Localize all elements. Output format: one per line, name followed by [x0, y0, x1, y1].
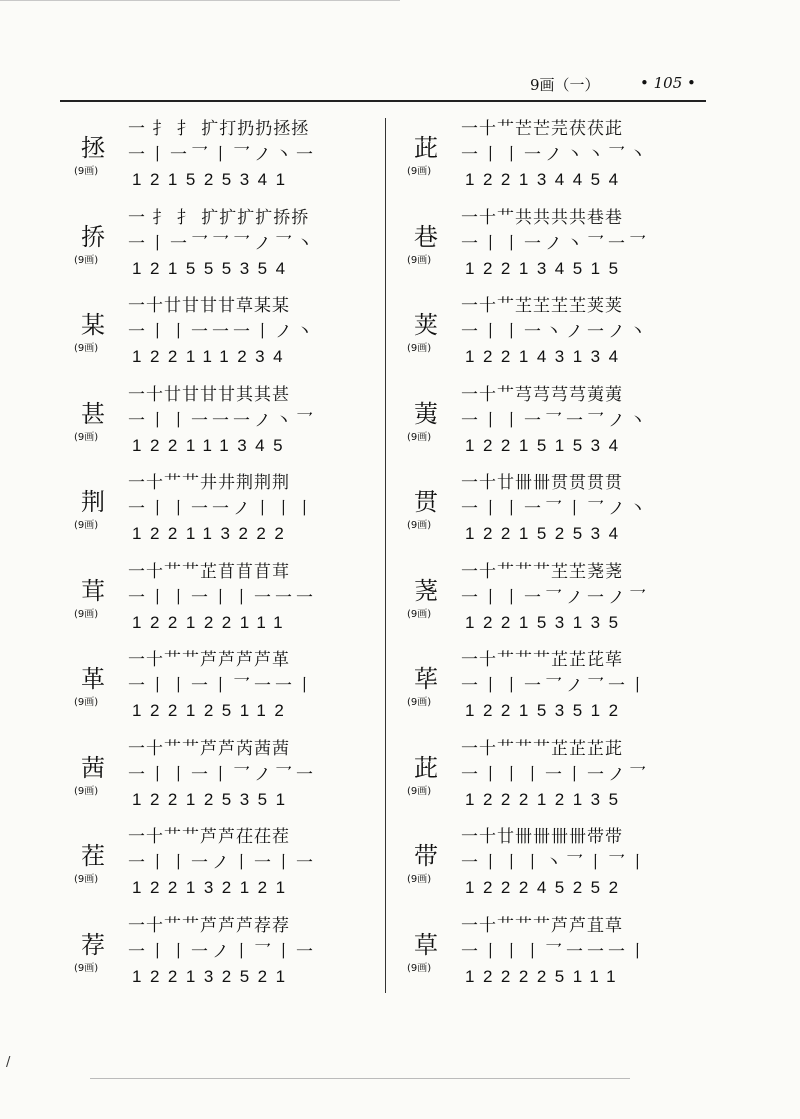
stroke-numbers: 121525341 — [132, 170, 294, 189]
character: 巷 — [414, 222, 438, 251]
stroke-count-note: (9画) — [74, 785, 99, 797]
char-entry — [405, 820, 705, 909]
stroke-sequence: 一十廿卌卌贯贯贯贯 — [461, 473, 623, 493]
stroke-count-note: (9画) — [74, 166, 99, 177]
char-entry — [72, 643, 372, 732]
stroke-numbers: 122153135 — [465, 612, 627, 632]
stroke-count-note: (9画) — [74, 874, 99, 885]
char-entry — [72, 909, 372, 998]
stroke-numbers: 122225111 — [465, 966, 625, 986]
stroke-count-note: (9画) — [74, 520, 99, 531]
stroke-shapes: 一丨丨丨一丨一ノ乛 — [461, 764, 650, 785]
stroke-shapes: 一丨丨一ノ丨一丨一 — [128, 853, 317, 873]
stroke-sequence: 一十艹艹艹芷芷芷茈 — [461, 738, 623, 759]
page-header — [530, 74, 696, 95]
header-rule — [60, 100, 706, 102]
scan-mark: / — [6, 1055, 11, 1070]
stroke-sequence: 一十艹艹艹芦芦苴草 — [461, 915, 623, 936]
stroke-count-note: (9画) — [407, 343, 432, 354]
stroke-shapes: 一丨丨丨丶乛丨乛丨 — [461, 853, 650, 873]
page-number: • 105 • — [640, 74, 696, 92]
stroke-shapes: 一丨一乛乛乛ノ乛丶 — [128, 233, 317, 254]
stroke-numbers: 122143134 — [465, 347, 627, 366]
stroke-numbers: 122111234 — [132, 347, 292, 366]
stroke-count-note: (9画) — [407, 254, 432, 266]
stroke-sequence: 一十艹芒芒芫茯茯茈 — [461, 119, 623, 139]
char-entry — [405, 201, 705, 290]
stroke-numbers: 122125351 — [132, 789, 294, 809]
stroke-shapes: 一丨丨一乛ノ乛一丨 — [461, 676, 650, 696]
stroke-shapes: 一丨丨一ノ丶丶乛丶 — [461, 145, 650, 165]
char-entry — [72, 820, 372, 909]
character: 革 — [81, 665, 105, 693]
stroke-count-note: (9画) — [407, 431, 432, 443]
character: 茬 — [81, 842, 105, 870]
stroke-count-note: (9画) — [407, 520, 432, 531]
stroke-shapes: 一丨一乛丨乛ノ丶一 — [128, 145, 317, 165]
character: 草 — [414, 930, 438, 959]
stroke-count-note: (9画) — [74, 962, 99, 974]
char-entry — [405, 466, 705, 555]
stroke-shapes: 一丨丨一ノ丨乛丨一 — [128, 941, 317, 962]
stroke-sequence: 一 扌 扌 扩扩扩扩挢挢 — [128, 207, 310, 228]
stroke-count-note: (9画) — [407, 697, 432, 708]
stroke-count-note: (9画) — [407, 608, 432, 620]
char-entry — [72, 289, 372, 378]
character: 荜 — [414, 665, 438, 693]
stroke-shapes: 一丨丨一一ノ丨丨丨 — [128, 499, 317, 519]
stroke-count-note: (9画) — [407, 962, 432, 974]
stroke-sequence: 一十艹芏芏芏芏荚荚 — [461, 296, 623, 316]
stroke-count-note: (9画) — [74, 608, 99, 620]
stroke-count-note: (9画) — [74, 343, 99, 354]
column-divider — [385, 118, 386, 993]
stroke-shapes: 一丨丨一丨丨一一一 — [128, 587, 317, 608]
stroke-count-note: (9画) — [74, 254, 99, 266]
stroke-sequence: 一十廿甘甘甘其其甚 — [128, 384, 290, 405]
stroke-count-note: (9画) — [407, 166, 432, 177]
stroke-sequence: 一十艹艹艹芷芷芘荜 — [461, 650, 623, 670]
stroke-shapes: 一丨丨一乛一乛ノ丶 — [461, 410, 650, 431]
stroke-shapes: 一丨丨一丨乛一一丨 — [128, 676, 317, 696]
stroke-numbers: 122134454 — [465, 170, 627, 189]
stroke-count-note: (9画) — [407, 874, 432, 885]
stroke-shapes: 一丨丨一一一丨ノ丶 — [128, 322, 317, 342]
stroke-count-note: (9画) — [74, 431, 99, 443]
character: 拯 — [81, 134, 105, 162]
stroke-shapes: 一丨丨丨乛一一一丨 — [461, 941, 650, 962]
char-entry — [72, 555, 372, 644]
stroke-sequence: 一十艹艹井井荆荆荆 — [128, 473, 290, 493]
character: 甚 — [81, 399, 105, 428]
stroke-count-note: (9画) — [74, 697, 99, 708]
character: 挢 — [81, 222, 105, 251]
char-entry — [405, 289, 705, 378]
char-entry — [72, 378, 372, 467]
stroke-numbers: 122151534 — [465, 435, 627, 455]
stroke-sequence: 一十艹艹芦芦芮茜茜 — [128, 738, 290, 759]
stroke-numbers: 122134515 — [465, 258, 627, 278]
character: 茸 — [81, 576, 105, 605]
stroke-numbers: 121555354 — [132, 258, 294, 278]
right-column — [405, 112, 705, 997]
char-entry — [405, 909, 705, 998]
scan-top-edge — [0, 0, 400, 1]
character: 荚 — [414, 311, 438, 339]
char-entry — [405, 732, 705, 821]
character: 某 — [81, 311, 105, 339]
stroke-numbers: 122111345 — [132, 435, 292, 455]
stroke-shapes: 一丨丨一乛丨乛ノ丶 — [461, 499, 650, 519]
stroke-shapes: 一丨丨一丨乛ノ乛一 — [128, 764, 317, 785]
stroke-sequence: 一十艹艹芷苜苜苜茸 — [128, 561, 290, 582]
character: 茈 — [414, 753, 438, 782]
character: 荑 — [414, 399, 438, 428]
char-entry — [72, 732, 372, 821]
stroke-shapes: 一丨丨一乛ノ一ノ乛 — [461, 587, 650, 608]
left-column — [72, 112, 372, 997]
section-label: 9画（一） — [530, 76, 600, 94]
stroke-sequence: 一十艹艹芦芦芦芦革 — [128, 650, 290, 670]
stroke-sequence: 一十艹共共共共巷巷 — [461, 207, 623, 228]
character: 荐 — [81, 930, 105, 959]
stroke-numbers: 122132121 — [132, 878, 294, 897]
character: 荆 — [81, 488, 105, 516]
character: 茈 — [414, 134, 438, 162]
character: 茜 — [81, 753, 105, 782]
stroke-numbers: 122212135 — [465, 789, 627, 809]
stroke-numbers: 122132521 — [132, 966, 294, 986]
char-entry — [405, 112, 705, 201]
stroke-count-note: (9画) — [407, 785, 432, 797]
stroke-numbers: 122245252 — [465, 878, 627, 897]
stroke-numbers: 122113222 — [132, 524, 293, 543]
stroke-numbers: 122152534 — [465, 524, 627, 543]
stroke-sequence: 一十艹艹艹芏芏荛荛 — [461, 561, 623, 582]
stroke-sequence: 一十艹艹芦芦茌茌茬 — [128, 827, 290, 847]
char-entry — [72, 466, 372, 555]
bottom-scan-line — [90, 1078, 630, 1079]
stroke-shapes: 一丨丨一一一ノ丶乛 — [128, 410, 317, 431]
character: 荛 — [414, 576, 438, 605]
stroke-sequence: 一十廿卌卌卌卌带带 — [461, 827, 623, 847]
stroke-sequence: 一 扌 扌 扩打扔扔拯拯 — [128, 119, 310, 139]
character: 贯 — [414, 488, 438, 516]
char-entry — [72, 112, 372, 201]
stroke-shapes: 一丨丨一ノ丶乛一乛 — [461, 233, 650, 254]
char-entry — [405, 378, 705, 467]
stroke-numbers: 122125112 — [132, 701, 293, 720]
stroke-sequence: 一十廿甘甘甘草某某 — [128, 296, 290, 316]
char-entry — [405, 643, 705, 732]
stroke-sequence: 一十艹芎芎芎芎荑荑 — [461, 384, 623, 405]
char-entry — [72, 201, 372, 290]
char-entry — [405, 555, 705, 644]
stroke-numbers: 122153512 — [465, 701, 627, 720]
stroke-shapes: 一丨丨一丶ノ一ノ丶 — [461, 322, 650, 342]
stroke-sequence: 一十艹艹芦芦芦荐荐 — [128, 915, 290, 936]
character: 带 — [414, 842, 438, 870]
stroke-numbers: 122122111 — [132, 612, 292, 632]
